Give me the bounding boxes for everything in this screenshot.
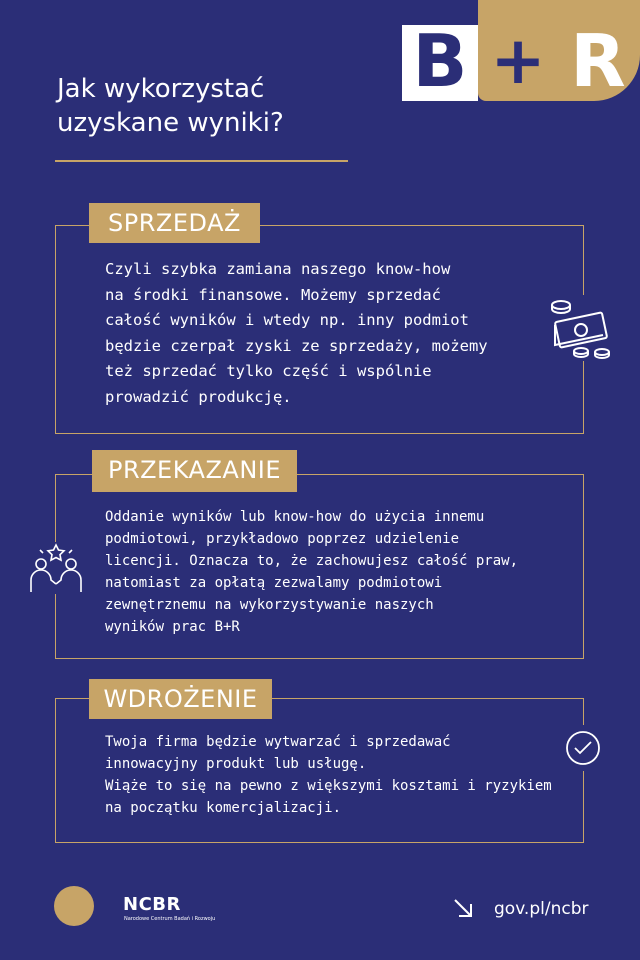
section-body-transfer — [105, 506, 575, 638]
section-label-sales: SPRZEDAŻ — [89, 203, 260, 243]
text-line: też sprzedać tylko część i wspólnie — [105, 362, 432, 380]
checkmark-icon — [560, 725, 606, 771]
text-line: licencji. Oznacza to, że zachowujesz całość praw, — [105, 553, 519, 569]
ncbr-subtitle: Narodowe Centrum Badań i Rozwoju — [124, 916, 216, 922]
section-label-implementation: WDROŻENIE — [89, 679, 272, 719]
title-divider — [55, 160, 348, 162]
text-line: natomiast za opłatą zezwalamy podmiotowi — [105, 575, 443, 591]
website-link[interactable]: gov.pl/ncbr — [494, 899, 589, 919]
text-line: Wiąże to się na pewno z większymi kosztami i ryzykiem — [105, 778, 552, 794]
section-label-transfer: PRZEKAZANIE — [92, 450, 297, 492]
text-line: całość wyników i wtedy np. inny podmiot — [105, 311, 469, 329]
text-line: innowacyjny produkt lub usługę. — [105, 756, 367, 772]
text-line: Twoja firma będzie wytwarzać i sprzedawać — [105, 734, 451, 750]
text-line: wyników prac B+R — [105, 619, 240, 635]
logo-letter-b: B — [412, 19, 468, 103]
text-line: Oddanie wyników lub know-how do użycia innemu — [105, 509, 485, 525]
text-line: Czyli szybka zamiana naszego know-how — [105, 260, 451, 278]
text-line: zewnętrznemu na wykorzystywanie naszych — [105, 597, 434, 613]
text-line: będzie czerpał zyski ze sprzedaży, możemy — [105, 336, 488, 355]
section-body-implementation — [105, 731, 575, 819]
gold-circle — [54, 886, 94, 926]
text-line: prowadzić produkcję. — [105, 387, 292, 406]
partnership-icon — [26, 542, 86, 594]
page-title: Jak wykorzystać uzyskane wyniki? — [57, 74, 284, 138]
arrow-down-right-icon — [452, 897, 474, 919]
money-icon — [545, 295, 615, 361]
ncbr-logo: NCBR — [123, 894, 181, 915]
text-line: podmiotowi, przykładowo poprzez udzielenie — [105, 531, 460, 547]
logo-letter-r: R — [570, 19, 626, 103]
logo-plus: + — [490, 22, 546, 99]
section-body-sales — [105, 257, 535, 410]
text-line: na początku komercjalizacji. — [105, 800, 342, 816]
text-line: na środki finansowe. Możemy sprzedać — [105, 285, 441, 304]
